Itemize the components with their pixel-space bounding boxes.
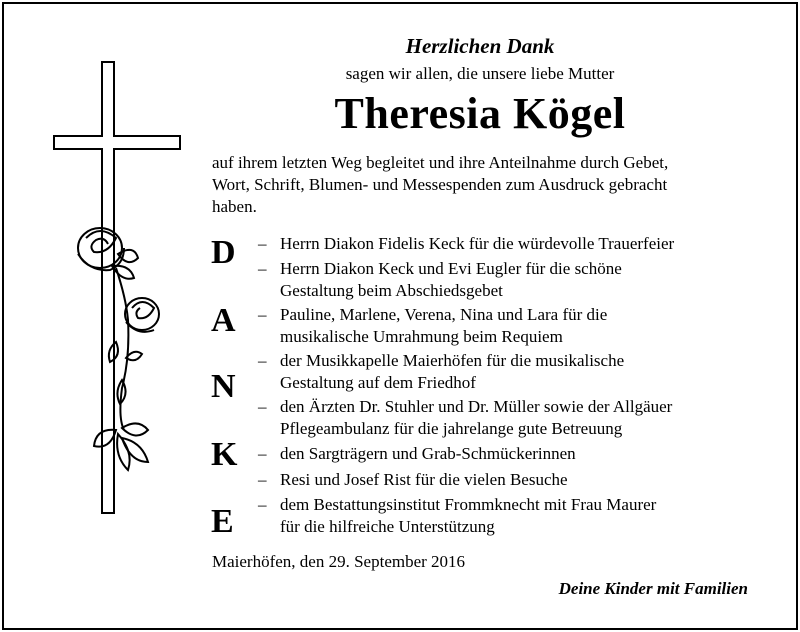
thanks-line: Gestaltung auf dem Friedhof xyxy=(280,373,476,392)
thanks-line: musikalische Umrahmung beim Requiem xyxy=(280,327,563,346)
thanks-item xyxy=(258,469,800,491)
danke-letter-e: E xyxy=(211,503,234,540)
thanks-line: Pauline, Marlene, Verena, Nina und Lara für die xyxy=(280,305,608,324)
thanks-item xyxy=(258,396,800,440)
thanks-line: für die hilfreiche Unterstützung xyxy=(280,517,495,536)
dash: – xyxy=(258,495,267,514)
thanks-line: dem Bestattungsinstitut Frommknecht mit Frau Maurer xyxy=(280,495,657,514)
thanks-line: den Ärzten Dr. Stuhler und Dr. Müller sowie der Allgäuer xyxy=(280,397,673,416)
thanks-item xyxy=(258,494,800,538)
thanks-line: Pflegeambulanz für die jahrelange gute Betreuung xyxy=(280,419,623,438)
subheading: sagen wir allen, die unsere liebe Mutter xyxy=(345,64,615,83)
intro-line: haben. xyxy=(212,197,257,216)
dash: – xyxy=(258,305,267,324)
dash: – xyxy=(258,259,267,278)
dash: – xyxy=(258,444,267,463)
danke-letter-k: K xyxy=(211,436,238,473)
thanks-item xyxy=(258,233,800,255)
danke-letter-n: N xyxy=(211,368,236,405)
thanks-item xyxy=(258,350,800,394)
dash: – xyxy=(258,397,267,416)
danke-letter-d: D xyxy=(211,234,236,271)
thanks-line: Herrn Diakon Fidelis Keck für die würdevolle Trauerfeier xyxy=(280,234,675,253)
heading: Herzlichen Dank xyxy=(405,34,555,58)
dash: – xyxy=(258,470,267,489)
deceased-name: Theresia Kögel xyxy=(334,89,626,138)
thanks-item xyxy=(258,443,800,465)
intro-line: Wort, Schrift, Blumen- und Messespenden zum Ausdruck gebracht xyxy=(212,175,668,194)
thanks-line: Resi und Josef Rist für die vielen Besuche xyxy=(280,470,568,489)
thanks-line: Herrn Diakon Keck und Evi Eugler für die schöne xyxy=(280,259,622,278)
dash: – xyxy=(258,234,267,253)
thanks-line: den Sargträgern und Grab-Schmückerinnen xyxy=(280,444,576,463)
cross-with-roses-icon xyxy=(30,58,210,558)
danke-letter-a: A xyxy=(211,302,236,339)
place-date: Maierhöfen, den 29. September 2016 xyxy=(212,552,466,571)
thanks-item xyxy=(258,258,800,302)
thanks-line: Gestaltung beim Abschiedsgebet xyxy=(280,281,503,300)
dash: – xyxy=(258,351,267,370)
intro-text xyxy=(212,152,772,218)
thanks-item xyxy=(258,304,800,348)
intro-line: auf ihrem letzten Weg begleitet und ihre Anteilnahme durch Gebet, xyxy=(212,153,669,172)
signature: Deine Kinder mit Familien xyxy=(558,579,748,598)
thanks-line: der Musikkapelle Maierhöfen für die musikalische xyxy=(280,351,625,370)
